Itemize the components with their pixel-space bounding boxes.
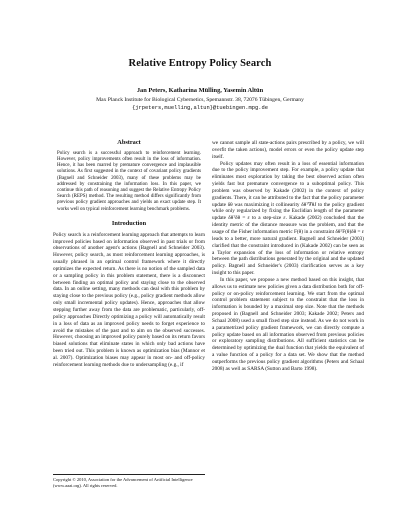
right-paragraph-1: we cannot sample all state-actions pairs prescribed by a policy, we will overfit the taken actions), model errors or even the policy update step itself. (212, 140, 364, 160)
introduction-heading: Introduction (111, 219, 147, 227)
abstract-text: Policy search is a successful approach to reinforcement learning. However, policy improvements often result in the loss of information. Hence, it has been marred by premature convergence and implausible solutions. As first suggested in the context of covariant policy gradients (Bagnell and Schneider 2003), many of these problems may be addressed by constraining the information loss. In this paper, we continue this path of reasoning and suggest the Relative Entropy Policy Search (REPS) method. The resulting method differs significantly from previous policy gradient approaches and yields an exact update step. It works well on typical reinforcement learning benchmark problems. (57, 150, 201, 212)
copyright-footnote: Copyright © 2010, Association for the Advancement of Artificial Intelligence (www.aaai.org). All rights reserved. (53, 474, 205, 488)
affiliation: Max Planck Institute for Biological Cybernetics, Spemannstr. 38, 72076 Tübingen, Germany (96, 97, 304, 103)
right-paragraph-3: In this paper, we propose a new method based on this insight, that allows us to estimate new policies given a data distribution both for off-policy or on-policy reinforcement learning. We start from the optimal control problem statement subject to the constraint that the loss in information is bounded by a maximal step size. Note that the methods proposed in (Bagnell and Schneider 2003; Kakade 2002; Peters and Schaal 2008) used a small fixed step size instead. As we do not work in a parametrized policy gradient framework, we can directly compute a policy update based on all information observed from previous policies or exploratory sampling distributions. All sufficient statistics can be determined by optimizing the dual function that yields the equivalent of a value function of a policy for a data set. We show that the method outperforms the previous policy gradient algorithms (Peters and Schaal 2008) as well as SARSA (Sutton and Barto 1998). (212, 276, 364, 372)
author-list: Jan Peters, Katharina Mülling, Yasemin Altün (136, 87, 264, 94)
right-paragraph-2: Policy updates may often result in a loss of essential information due to the policy improvement step. For example, a policy update that eliminates most exploration by taking the best observed action often yields fast but premature convergence to a suboptimal policy. This problem was observed by Kakade (2002) in the context of policy gradients. There, it can be attributed to the fact that the policy parameter update δθ was maximizing it collinearity δθᵀ∇θJ to the policy gradient while only regularized by fixing the Euclidian length of the parameter update δθᵀδθ = ε to a step-size ε. Kakade (2002) concluded that the identity metric of the distance measure was the problem, and that the usage of the Fisher information metric F(θ) in a constraint δθᵀF(θ)δθ = ε leads to a better, more natural gradient. Bagnell and Schneider (2003) clarified that the constraint introduced in (Kakade 2002) can be seen as a Taylor expansion of the loss of information or relative entropy between the path distributions generated by the original and the updated policy. Bagnell and Schneider's (2003) clarification serves as a key insight to this paper. (212, 160, 364, 277)
paper-title: Relative Entropy Policy Search (128, 58, 272, 69)
abstract-heading: Abstract (117, 139, 141, 146)
right-column (212, 140, 364, 373)
affiliation-block (0, 96, 400, 112)
author-emails: {jrpeters,muelling,altun}@tuebingen.mpg.de (132, 105, 268, 111)
introduction-paragraph: Policy search is a reinforcement learning approach that attempts to learn improved policies based on information observed in past trials or from observations of another agent's actions (Bagnell and Schneider 2003). However, policy search, as most reinforcement learning approaches, is usually phrased in an optimal control framework where it directly optimizes the expected return. As there is no notion of the sampled data or a sampling policy in this problem statement, there is a disconnect between finding an optimal policy and staying close to the observed data. In an online setting, many methods can deal with this problem by staying close to the previous policy (e.g., policy gradient methods allow only small incremental policy updates). Hence, approaches that allow stepping further away from the data are problematic, particularly, off-policy approaches Directly optimizing a policy will automatically result in a loss of data as an improved policy needs to forget experience to avoid the mistakes of the past and to aim on the observed successes. However, choosing an improved policy purely based on its return favors biased solutions that eliminate states in which only bad actions have been tried out. This problem is known as optimization bias (Mannor et al. 2007). Optimization biases may appear in most on- and off-policy reinforcement learning methods due to undersampling (e.g., if (53, 231, 205, 368)
left-column (53, 140, 205, 369)
